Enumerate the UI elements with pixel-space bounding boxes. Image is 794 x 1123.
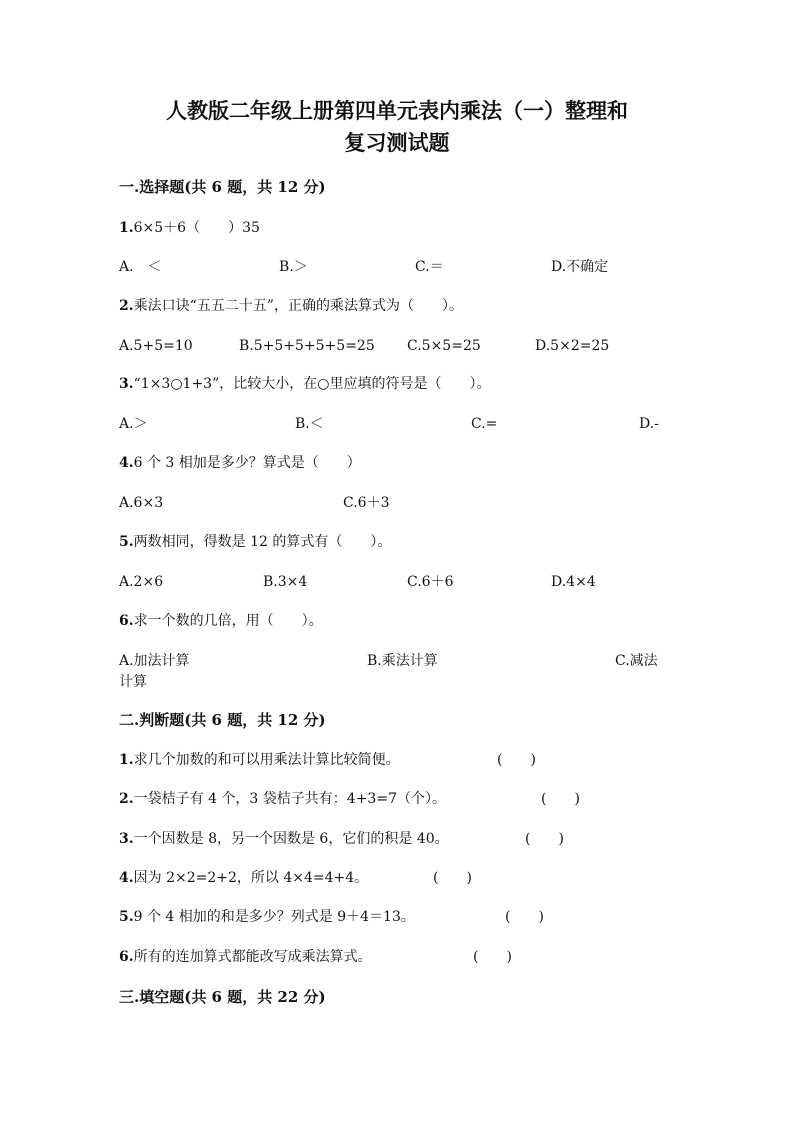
option-c: C.6＋6 [407,574,454,590]
judgement-question-6 [119,947,372,967]
question-number: 6. [119,949,134,965]
question-text: 两数相同，得数是 12 的算式有（ ）。 [133,534,392,550]
question-number: 5. [119,534,134,550]
question-text: 求几个加数的和可以用乘法计算比较简便。 [133,752,400,768]
answer-parentheses: ( ) [541,791,580,807]
option-a: A.＞ [119,416,148,432]
answer-parentheses: ( ) [505,909,544,925]
question-number: 3. [119,376,134,392]
choice-question-3 [119,374,490,394]
question-text: “1×3○1+3”，比较大小，在○里应填的符号是（ ）。 [133,376,491,392]
option-d: D.4×4 [551,574,596,590]
answer-parentheses: ( ) [497,752,536,768]
answer-parentheses: ( ) [525,831,564,847]
option-c: C.6＋3 [343,495,390,511]
choice-question-6 [119,611,323,631]
question-text: 一袋桔子有 4 个，3 袋桔子共有：4+3=7（个）。 [133,791,446,807]
question-text: 9 个 4 相加的和是多少？列式是 9＋4＝13。 [133,909,415,925]
choice-question-4 [119,453,361,473]
question-number: 5. [119,909,134,925]
question-text: 6 个 3 相加是多少？算式是（ ） [133,455,361,471]
choice-question-5 [119,532,391,552]
option-c-continued: 计算 [119,674,147,690]
question-text: 所有的连加算式都能改写成乘法算式。 [133,949,372,965]
option-b: B.5+5+5+5+5=25 [239,338,375,354]
page-title-line-1: 人教版二年级上册第四单元表内乘法（一）整理和 [166,98,628,123]
option-b: B.＜ [295,416,324,432]
question-text: 6×5＋6（ ）35 [133,220,260,236]
option-a: A.加法计算 [119,653,190,669]
option-b: B.乘法计算 [367,653,438,669]
question-number: 3. [119,831,134,847]
judgement-question-3 [119,829,449,849]
question-number: 4. [119,455,134,471]
judgement-question-2 [119,789,446,809]
question-number: 2. [119,298,134,314]
question-number: 1. [119,752,134,768]
page-title-line-2: 复习测试题 [344,130,450,155]
option-a: A.5+5=10 [119,338,193,354]
question-number: 6. [119,613,134,629]
option-c: C.减法 [615,653,658,669]
choice-question-2 [119,296,463,316]
judgement-question-4 [119,868,368,888]
question-text: 求一个数的几倍，用（ ）。 [133,613,323,629]
option-c: C.＝ [415,259,444,275]
section-heading-choice: 一.选择题(共 6 题，共 12 分) [119,178,326,196]
judgement-question-1 [119,750,400,770]
question-text: 乘法口诀“五五二十五”，正确的乘法算式为（ ）。 [133,298,463,314]
section-heading-judgement: 二.判断题(共 6 题，共 12 分) [119,711,326,729]
question-text: 因为 2×2=2+2，所以 4×4=4+4。 [133,870,369,886]
question-number: 2. [119,791,134,807]
option-a: A. ＜ [119,259,162,275]
option-b: B.＞ [279,259,308,275]
option-d: D.- [639,416,659,432]
option-c: C.5×5=25 [407,338,481,354]
option-d: D.5×2=25 [535,338,610,354]
option-c: C.= [471,416,498,432]
answer-parentheses: ( ) [473,949,512,965]
option-d: D.不确定 [551,259,609,275]
question-number: 4. [119,870,134,886]
option-a: A.2×6 [119,574,164,590]
option-b: B.3×4 [263,574,308,590]
judgement-question-5 [119,907,415,927]
question-number: 1. [119,220,134,236]
question-text: 一个因数是 8，另一个因数是 6，它们的积是 40。 [133,831,449,847]
answer-parentheses: ( ) [433,870,472,886]
section-heading-fill-in: 三.填空题(共 6 题，共 22 分) [119,988,326,1006]
option-a: A.6×3 [119,495,164,511]
choice-question-1 [119,218,260,238]
